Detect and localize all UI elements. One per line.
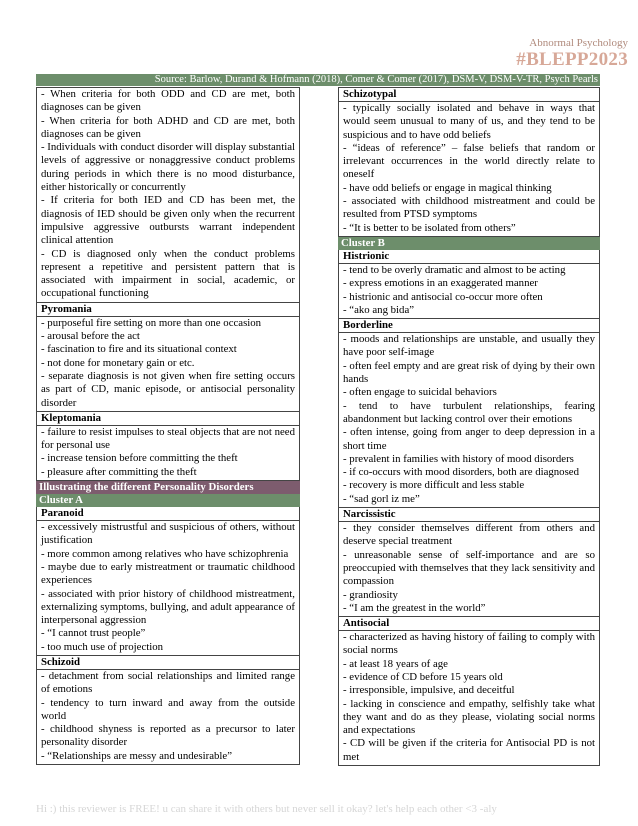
intro-section <box>36 87 300 303</box>
list-item: - more common among relatives who have schizophrenia <box>41 547 289 560</box>
list-item: - they consider themselves different from others and deserve special treatment <box>343 522 595 548</box>
list-item: - often intense, going from anger to deep depression in a short time <box>343 426 595 452</box>
list-item: - purposeful fire setting on more than one occasion <box>41 316 262 329</box>
list-item: - at least 18 years of age <box>343 657 448 670</box>
list-item: - increase tension before committing the theft <box>41 452 238 465</box>
list-item: - recovery is more difficult and less stable <box>343 479 525 492</box>
list-item: - express emotions in an exaggerated manner <box>343 277 538 290</box>
list-item: - When criteria for both ODD and CD are met, both diagnoses can be given <box>41 88 295 114</box>
list-item: - characterized as having history of failing to comply with social norms <box>343 631 595 657</box>
list-item: - fascination to fire and its situational context <box>41 343 237 356</box>
list-item: - lacking in conscience and empathy, selfishly take what they want and do as they please, violating social norms and expectations <box>343 697 595 737</box>
hashtag-title: #BLEPP2023 <box>516 49 628 70</box>
list-item: - “Relationships are messy and undesirable” <box>41 749 232 762</box>
list-item: - evidence of CD before 15 years old <box>343 670 503 683</box>
footer-note: Hi :) this reviewer is FREE! u can share it with others but never sell it okay? let's help each other <3 -aly <box>36 803 497 815</box>
list-item: - “sad gorl iz me” <box>343 492 420 505</box>
list-item: - CD is diagnosed only when the conduct problems represent a repetitive and persistent pattern that is associated with impairment in social, academic, or occupational functioning <box>41 247 295 300</box>
list-item: - failure to resist impulses to steal objects that are not need for personal use <box>41 425 295 452</box>
source-bar: Source: Barlow, Durand & Hofmann (2018), Comer & Comer (2017), DSM-V, DSM-V-TR, Psych Pearls <box>36 74 600 86</box>
right-column <box>338 87 600 766</box>
cluster-b-banner: Cluster B <box>338 237 600 250</box>
paranoid-title: Paranoid <box>36 507 300 521</box>
borderline-body <box>338 333 600 508</box>
list-item: - CD will be given if the criteria for Antisocial PD is not met <box>343 737 595 763</box>
list-item: - grandiosity <box>343 588 398 601</box>
list-item: - arousal before the act <box>41 330 140 343</box>
pyromania-body <box>36 317 300 412</box>
histrionic-body <box>338 264 600 319</box>
list-item: - childhood shyness is reported as a precursor to later personality disorder <box>41 723 295 749</box>
list-item: - if co-occurs with mood disorders, both are diagnosed <box>343 466 579 479</box>
personality-disorders-banner: Illustrating the different Personality Disorders <box>36 481 300 494</box>
list-item: - histrionic and antisocial co-occur more often <box>343 290 543 303</box>
paranoid-body <box>36 521 300 656</box>
kleptomania-body <box>36 426 300 481</box>
list-item: - tendency to turn inward and away from the outside world <box>41 696 295 722</box>
list-item: - If criteria for both IED and CD has been met, the diagnosis of IED should be given only when the recurrent impulsive aggressive outbursts warrant independent clinical attention <box>41 194 295 247</box>
list-item: - maybe due to early mistreatment or traumatic childhood experiences <box>41 560 295 587</box>
list-item: - prevalent in families with history of mood disorders <box>343 452 574 465</box>
list-item: - have odd beliefs or engage in magical thinking <box>343 181 552 194</box>
schizotypal-title: Schizotypal <box>338 87 600 102</box>
antisocial-body <box>338 631 600 766</box>
list-item: - moods and relationships are unstable, and usually they have poor self-image <box>343 333 595 359</box>
pyromania-title: Pyromania <box>36 303 300 317</box>
list-item: - associated with prior history of childhood mistreatment, externalizing symptoms, bullying, and adult appearance of interpersonal aggression <box>41 587 295 627</box>
list-item: - unreasonable sense of self-importance and are so preoccupied with themselves that they lack sensitivity and compassion <box>343 548 595 588</box>
subject-label: Abnormal Psychology <box>529 37 628 49</box>
kleptomania-title: Kleptomania <box>36 412 300 426</box>
list-item: - pleasure after committing the theft <box>41 465 197 478</box>
list-item: - “I am the greatest in the world” <box>343 601 486 614</box>
list-item: - often engage to suicidal behaviors <box>343 386 497 399</box>
list-item: - “I cannot trust people” <box>41 627 146 640</box>
cluster-a-banner: Cluster A <box>36 494 300 507</box>
list-item: - Individuals with conduct disorder will display substantial levels of aggressive or nonaggressive conduct problems during periods in which there is no mood disturbance, either historically or concurrently <box>41 141 295 194</box>
list-item: - tend to have turbulent relationships, fearing abandonment but lacking control over their emotions <box>343 399 595 425</box>
list-item: - irresponsible, impulsive, and deceitful <box>343 684 515 697</box>
list-item: - associated with childhood mistreatment and could be resulted from PTSD symptoms <box>343 195 595 221</box>
list-item: - When criteria for both ADHD and CD are met, both diagnoses can be given <box>41 114 295 140</box>
schizoid-title: Schizoid <box>36 656 300 670</box>
list-item: - excessively mistrustful and suspicious of others, without justification <box>41 521 295 547</box>
list-item: - typically socially isolated and behave in ways that would seem unusual to many of us, and they tend to be suspicious and to have odd beliefs <box>343 102 595 141</box>
schizoid-body <box>36 670 300 765</box>
antisocial-title: Antisocial <box>338 617 600 631</box>
list-item: - separate diagnosis is not given when fire setting occurs as part of CD, manic episode, or antisocial personality disorder <box>41 369 295 409</box>
list-item: - often feel empty and are great risk of dying by their own hands <box>343 359 595 386</box>
list-item: - tend to be overly dramatic and almost to be acting <box>343 263 566 276</box>
schizotypal-body <box>338 102 600 237</box>
list-item: - “ideas of reference” – false beliefs that random or irrelevant occurrences in the world directly relate to oneself <box>343 141 595 181</box>
borderline-title: Borderline <box>338 319 600 333</box>
list-item: - detachment from social relationships and limited range of emotions <box>41 669 295 696</box>
histrionic-title: Histrionic <box>338 250 600 264</box>
left-column <box>36 87 300 765</box>
list-item: - too much use of projection <box>41 640 164 653</box>
list-item: - “It is better to be isolated from others” <box>343 221 516 234</box>
narcissistic-body <box>338 522 600 617</box>
list-item: - not done for monetary gain or etc. <box>41 356 195 369</box>
list-item: - “ako ang bida” <box>343 303 415 316</box>
narcissistic-title: Narcissistic <box>338 508 600 522</box>
